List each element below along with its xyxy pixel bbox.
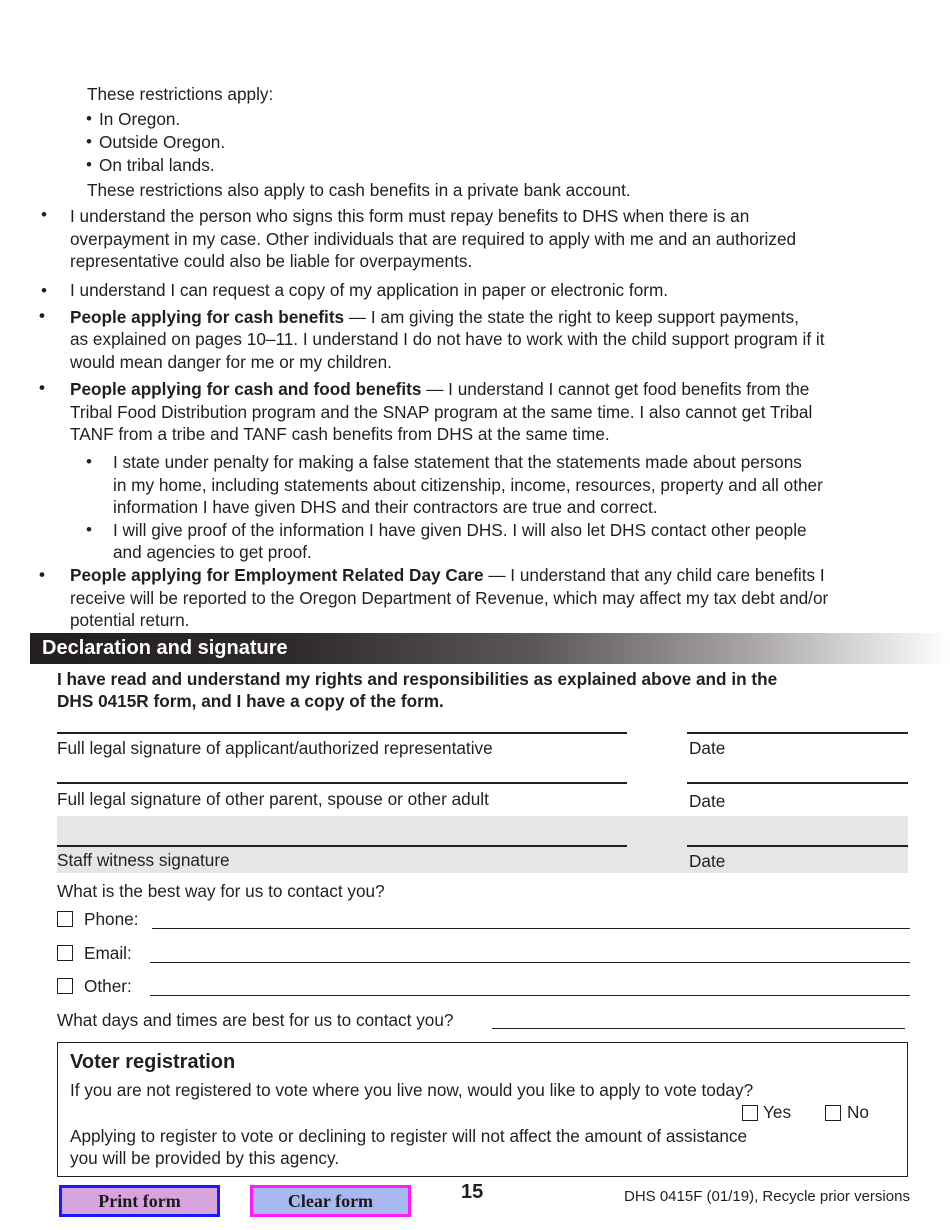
bullet-dot: •: [86, 452, 92, 471]
phone-checkbox[interactable]: [57, 911, 73, 927]
phone-label: Phone:: [84, 909, 139, 929]
voter-question: If you are not registered to vote where you live now, would you like to apply to vote today?: [70, 1080, 754, 1100]
bullet-dot: •: [39, 565, 45, 584]
cash-food-line: Tribal Food Distribution program and the SNAP program at the same time. I also cannot get Tribal: [70, 402, 813, 422]
cash-food-line: People applying for cash and food benefits — I understand I cannot get food benefits from the: [70, 379, 810, 399]
section-banner: [30, 633, 950, 664]
bullet-dot: •: [41, 205, 47, 224]
erdc-line: potential return.: [70, 610, 190, 630]
voter-no-label: No: [847, 1102, 869, 1122]
bullet-dot: •: [86, 155, 92, 174]
bullet-dot: •: [86, 132, 92, 151]
other-adult-signature-label: Full legal signature of other parent, spouse or other adult: [57, 789, 489, 809]
restriction-item: Outside Oregon.: [99, 132, 226, 152]
erdc-line: receive will be reported to the Oregon Department of Revenue, which may affect my tax debt and/or: [70, 588, 829, 608]
declaration-statement: I have read and understand my rights and responsibilities as explained above and in the: [57, 669, 778, 689]
restrictions-intro: These restrictions apply:: [87, 84, 274, 104]
cash-benefits-line: would mean danger for me or my children.: [70, 352, 392, 372]
repay-line: I understand the person who signs this form must repay benefits to DHS when there is an: [70, 206, 750, 226]
copy-statement: I understand I can request a copy of my application in paper or electronic form.: [70, 280, 669, 300]
bullet-dot: •: [41, 281, 47, 300]
applicant-signature-label: Full legal signature of applicant/authorized representative: [57, 738, 493, 758]
bullet-dot: •: [86, 109, 92, 128]
proof-line: and agencies to get proof.: [113, 542, 312, 562]
cash-food-line: TANF from a tribe and TANF cash benefits from DHS at the same time.: [70, 424, 610, 444]
email-input[interactable]: [150, 962, 910, 963]
declaration-statement: DHS 0415R form, and I have a copy of the form.: [57, 691, 444, 711]
restriction-item: In Oregon.: [99, 109, 181, 129]
date-label: Date: [689, 791, 726, 811]
print-form-button[interactable]: Print form: [59, 1185, 220, 1217]
bullet-dot: •: [86, 520, 92, 539]
form-id: DHS 0415F (01/19), Recycle prior versions: [624, 1188, 910, 1205]
penalty-line: I state under penalty for making a false statement that the statements made about persons: [113, 452, 802, 472]
proof-line: I will give proof of the information I have given DHS. I will also let DHS contact other people: [113, 520, 807, 540]
date-label: Date: [689, 851, 726, 871]
contact-question: What is the best way for us to contact you?: [57, 881, 385, 901]
penalty-line: information I have given DHS and their contractors are true and correct.: [113, 497, 658, 517]
email-label: Email:: [84, 943, 132, 963]
voter-note: Applying to register to vote or declining to register will not affect the amount of assistance: [70, 1126, 748, 1146]
email-checkbox[interactable]: [57, 945, 73, 961]
repay-line: representative could also be liable for overpayments.: [70, 251, 473, 271]
page-number: 15: [461, 1181, 484, 1203]
other-checkbox[interactable]: [57, 978, 73, 994]
other-input[interactable]: [150, 995, 910, 996]
staff-witness-signature-field[interactable]: [57, 845, 627, 847]
staff-witness-label: Staff witness signature: [57, 850, 230, 870]
other-adult-signature-field[interactable]: [57, 782, 627, 784]
voter-no-checkbox[interactable]: [825, 1105, 841, 1121]
clear-form-button[interactable]: Clear form: [250, 1185, 411, 1217]
voter-note: you will be provided by this agency.: [70, 1148, 340, 1168]
applicant-date-field[interactable]: [687, 732, 908, 734]
erdc-line: People applying for Employment Related Day Care — I understand that any child care benefits I: [70, 565, 825, 585]
repay-line: overpayment in my case. Other individuals that are required to apply with me and an authorized: [70, 229, 797, 249]
other-label: Other:: [84, 976, 132, 996]
restrictions-note: These restrictions also apply to cash benefits in a private bank account.: [87, 180, 631, 200]
penalty-line: in my home, including statements about citizenship, income, resources, property and all other: [113, 475, 823, 495]
voter-title: Voter registration: [70, 1051, 236, 1073]
restriction-item: On tribal lands.: [99, 155, 215, 175]
applicant-signature-field[interactable]: [57, 732, 627, 734]
bullet-dot: •: [39, 306, 45, 325]
voter-yes-checkbox[interactable]: [742, 1105, 758, 1121]
bullet-dot: •: [39, 378, 45, 397]
cash-benefits-line: as explained on pages 10–11. I understand I do not have to work with the child support program if it: [70, 329, 825, 349]
contact-days-question: What days and times are best for us to contact you?: [57, 1010, 454, 1030]
other-adult-date-field[interactable]: [687, 782, 908, 784]
date-label: Date: [689, 738, 726, 758]
section-heading: Declaration and signature: [42, 637, 288, 659]
phone-input[interactable]: [152, 928, 910, 929]
staff-date-field[interactable]: [687, 845, 908, 847]
contact-days-input[interactable]: [492, 1028, 905, 1029]
cash-benefits-line: People applying for cash benefits — I am giving the state the right to keep support payments,: [70, 307, 799, 327]
voter-yes-label: Yes: [763, 1102, 792, 1122]
